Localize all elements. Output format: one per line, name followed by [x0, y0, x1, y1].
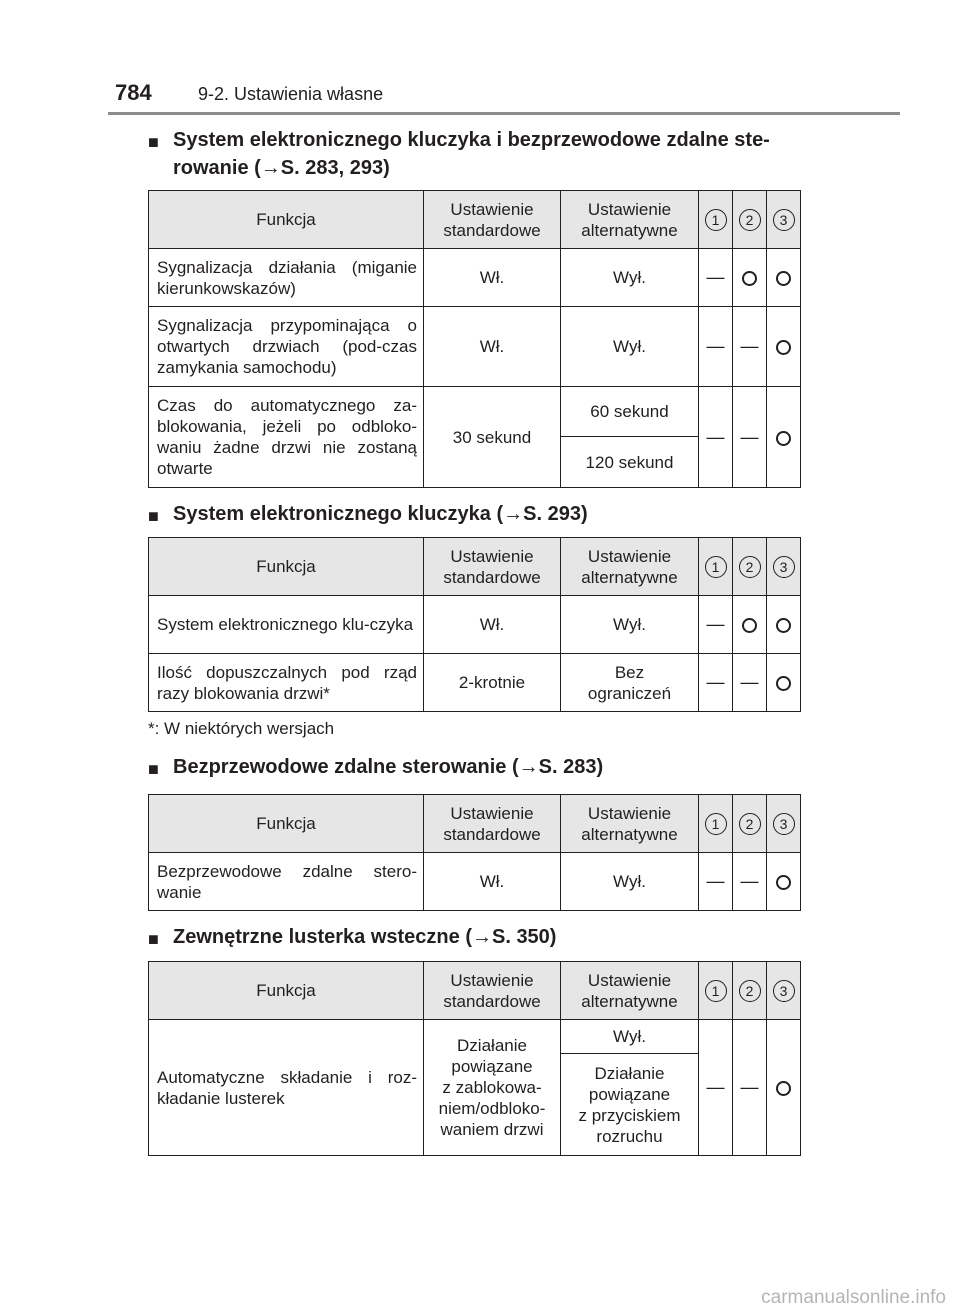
page-header: [0, 0, 960, 116]
row-alternative: Wył.: [561, 1020, 699, 1054]
circle-mark-icon: [742, 618, 757, 633]
header-n3: [767, 795, 801, 853]
table-header-row: [149, 795, 801, 853]
table-row: [149, 249, 801, 307]
row-standard: 2-krotnie: [424, 654, 561, 712]
row-alternative: Bez ograniczeń: [561, 654, 699, 712]
circle-mark-icon: [776, 340, 791, 355]
row-func: Bezprzewodowe zdalne stero-wanie: [149, 853, 424, 911]
circle-mark-icon: [742, 271, 757, 286]
row-mark-3: [767, 654, 801, 712]
table-header-row: [149, 538, 801, 596]
table-row: [149, 1020, 801, 1054]
circle-mark-icon: [776, 431, 791, 446]
header-n2: [733, 962, 767, 1020]
number-1-icon: 1: [705, 813, 727, 835]
circle-mark-icon: [776, 875, 791, 890]
section-heading-text: Bezprzewodowe zdalne sterowanie (→S. 283): [173, 756, 604, 778]
row-mark-1: [699, 249, 733, 307]
row-func: Automatyczne składanie i roz-kładanie lusterek: [149, 1020, 424, 1156]
table-row: [149, 654, 801, 712]
dash-mark: —: [740, 672, 759, 692]
row-mark-3: [767, 387, 801, 488]
section-heading-keyless: [148, 500, 808, 528]
header-n2: [733, 795, 767, 853]
section-heading-text: System elektronicznego kluczyka (→S. 293): [173, 503, 588, 525]
row-mark-3: [767, 596, 801, 654]
number-2-icon: 2: [739, 980, 761, 1002]
table-row: [149, 387, 801, 437]
section-heading-keyless-and-remote: [148, 126, 808, 182]
section-heading-remote: [148, 753, 808, 781]
dash-mark: —: [706, 1077, 725, 1097]
row-mark-3: [767, 853, 801, 911]
row-mark-1: [699, 596, 733, 654]
dash-mark: —: [740, 1077, 759, 1097]
header-alternative: Ustawienie alternatywne: [561, 191, 699, 249]
square-bullet-icon: ■: [148, 506, 159, 526]
row-mark-3: [767, 249, 801, 307]
row-mark-2: [733, 654, 767, 712]
settings-table-keyless: [148, 537, 801, 712]
header-standard: Ustawienie standardowe: [424, 962, 561, 1020]
number-3-icon: 3: [773, 556, 795, 578]
header-standard: Ustawienie standardowe: [424, 538, 561, 596]
header-func: Funkcja: [149, 795, 424, 853]
square-bullet-icon: ■: [148, 132, 159, 152]
header-n1: [699, 538, 733, 596]
header-n3: [767, 962, 801, 1020]
dash-mark: —: [706, 614, 725, 634]
row-alternative: Wył.: [561, 307, 699, 387]
row-mark-1: [699, 654, 733, 712]
circle-mark-icon: [776, 1081, 791, 1096]
header-func: Funkcja: [149, 191, 424, 249]
row-alternative: Wył.: [561, 853, 699, 911]
header-standard: Ustawienie standardowe: [424, 795, 561, 853]
section-heading-mirrors: [148, 923, 808, 951]
row-mark-2: [733, 249, 767, 307]
row-mark-1: [699, 387, 733, 488]
row-func: Sygnalizacja przypominająca o otwartych drzwiach (pod-czas zamykania samochodu): [149, 307, 424, 387]
header-n3: [767, 191, 801, 249]
number-1-icon: 1: [705, 556, 727, 578]
row-alternative: 120 sekund: [561, 437, 699, 488]
row-mark-2: [733, 596, 767, 654]
header-n2: [733, 191, 767, 249]
number-1-icon: 1: [705, 209, 727, 231]
dash-mark: —: [706, 426, 725, 447]
page-number: 784: [115, 80, 152, 105]
square-bullet-icon: ■: [148, 759, 159, 779]
header-alternative: Ustawienie alternatywne: [561, 795, 699, 853]
header-alternative: Ustawienie alternatywne: [561, 538, 699, 596]
header-standard: Ustawienie standardowe: [424, 191, 561, 249]
row-standard: Działanie powiązane z zablokowa- niem/odbloko- waniem drzwi: [424, 1020, 561, 1156]
number-2-icon: 2: [739, 813, 761, 835]
header-alternative: Ustawienie alternatywne: [561, 962, 699, 1020]
row-mark-2: [733, 1020, 767, 1156]
dash-mark: —: [706, 267, 725, 287]
row-alternative: Działanie powiązane z przyciskiem rozruchu: [561, 1054, 699, 1156]
table-row: [149, 853, 801, 911]
header-n2: [733, 538, 767, 596]
row-func: Sygnalizacja działania (miganie kierunkowskazów): [149, 249, 424, 307]
dash-mark: —: [740, 426, 759, 447]
row-standard: 30 sekund: [424, 387, 561, 488]
row-mark-1: [699, 307, 733, 387]
table-header-row: [149, 191, 801, 249]
row-func: Ilość dopuszczalnych pod rząd razy blokowania drzwi*: [149, 654, 424, 712]
footnote: *: W niektórych wersjach: [148, 719, 335, 738]
row-standard: Wł.: [424, 596, 561, 654]
row-mark-1: [699, 853, 733, 911]
number-2-icon: 2: [739, 556, 761, 578]
section-heading-text: System elektronicznego kluczyka i bezprzewodowe zdalne ste- rowanie (→S. 283, 293): [173, 129, 770, 179]
dash-mark: —: [706, 336, 725, 356]
row-mark-1: [699, 1020, 733, 1156]
header-rule: [108, 112, 900, 115]
dash-mark: —: [706, 672, 725, 692]
row-alternative: Wył.: [561, 249, 699, 307]
header-func: Funkcja: [149, 962, 424, 1020]
dash-mark: —: [740, 336, 759, 356]
row-standard: Wł.: [424, 307, 561, 387]
number-3-icon: 3: [773, 209, 795, 231]
number-3-icon: 3: [773, 813, 795, 835]
header-n1: [699, 795, 733, 853]
number-1-icon: 1: [705, 980, 727, 1002]
dash-mark: —: [706, 871, 725, 891]
row-alternative: Wył.: [561, 596, 699, 654]
settings-table-mirrors: [148, 961, 801, 1156]
chapter-title: 9-2. Ustawienia własne: [198, 84, 384, 104]
settings-table-keyless-and-remote: [148, 190, 801, 488]
watermark: carmanualsonline.info: [761, 1287, 946, 1308]
row-func: System elektronicznego klu-czyka: [149, 596, 424, 654]
row-mark-2: [733, 307, 767, 387]
circle-mark-icon: [776, 271, 791, 286]
table-row: [149, 307, 801, 387]
row-standard: Wł.: [424, 853, 561, 911]
circle-mark-icon: [776, 618, 791, 633]
number-3-icon: 3: [773, 980, 795, 1002]
circle-mark-icon: [776, 676, 791, 691]
row-func: Czas do automatycznego za-blokowania, jeżeli po odbloko-waniu żadne drzwi nie zostaną otwarte: [149, 387, 424, 488]
section-heading-text: Zewnętrzne lusterka wsteczne (→S. 350): [173, 926, 557, 948]
header-n3: [767, 538, 801, 596]
row-alternative: 60 sekund: [561, 387, 699, 437]
dash-mark: —: [740, 871, 759, 891]
header-n1: [699, 191, 733, 249]
table-row: [149, 596, 801, 654]
table-header-row: [149, 962, 801, 1020]
row-mark-2: [733, 387, 767, 488]
square-bullet-icon: ■: [148, 929, 159, 949]
header-func: Funkcja: [149, 538, 424, 596]
header-n1: [699, 962, 733, 1020]
row-standard: Wł.: [424, 249, 561, 307]
number-2-icon: 2: [739, 209, 761, 231]
settings-table-remote: [148, 794, 801, 911]
row-mark-3: [767, 1020, 801, 1156]
row-mark-2: [733, 853, 767, 911]
row-mark-3: [767, 307, 801, 387]
